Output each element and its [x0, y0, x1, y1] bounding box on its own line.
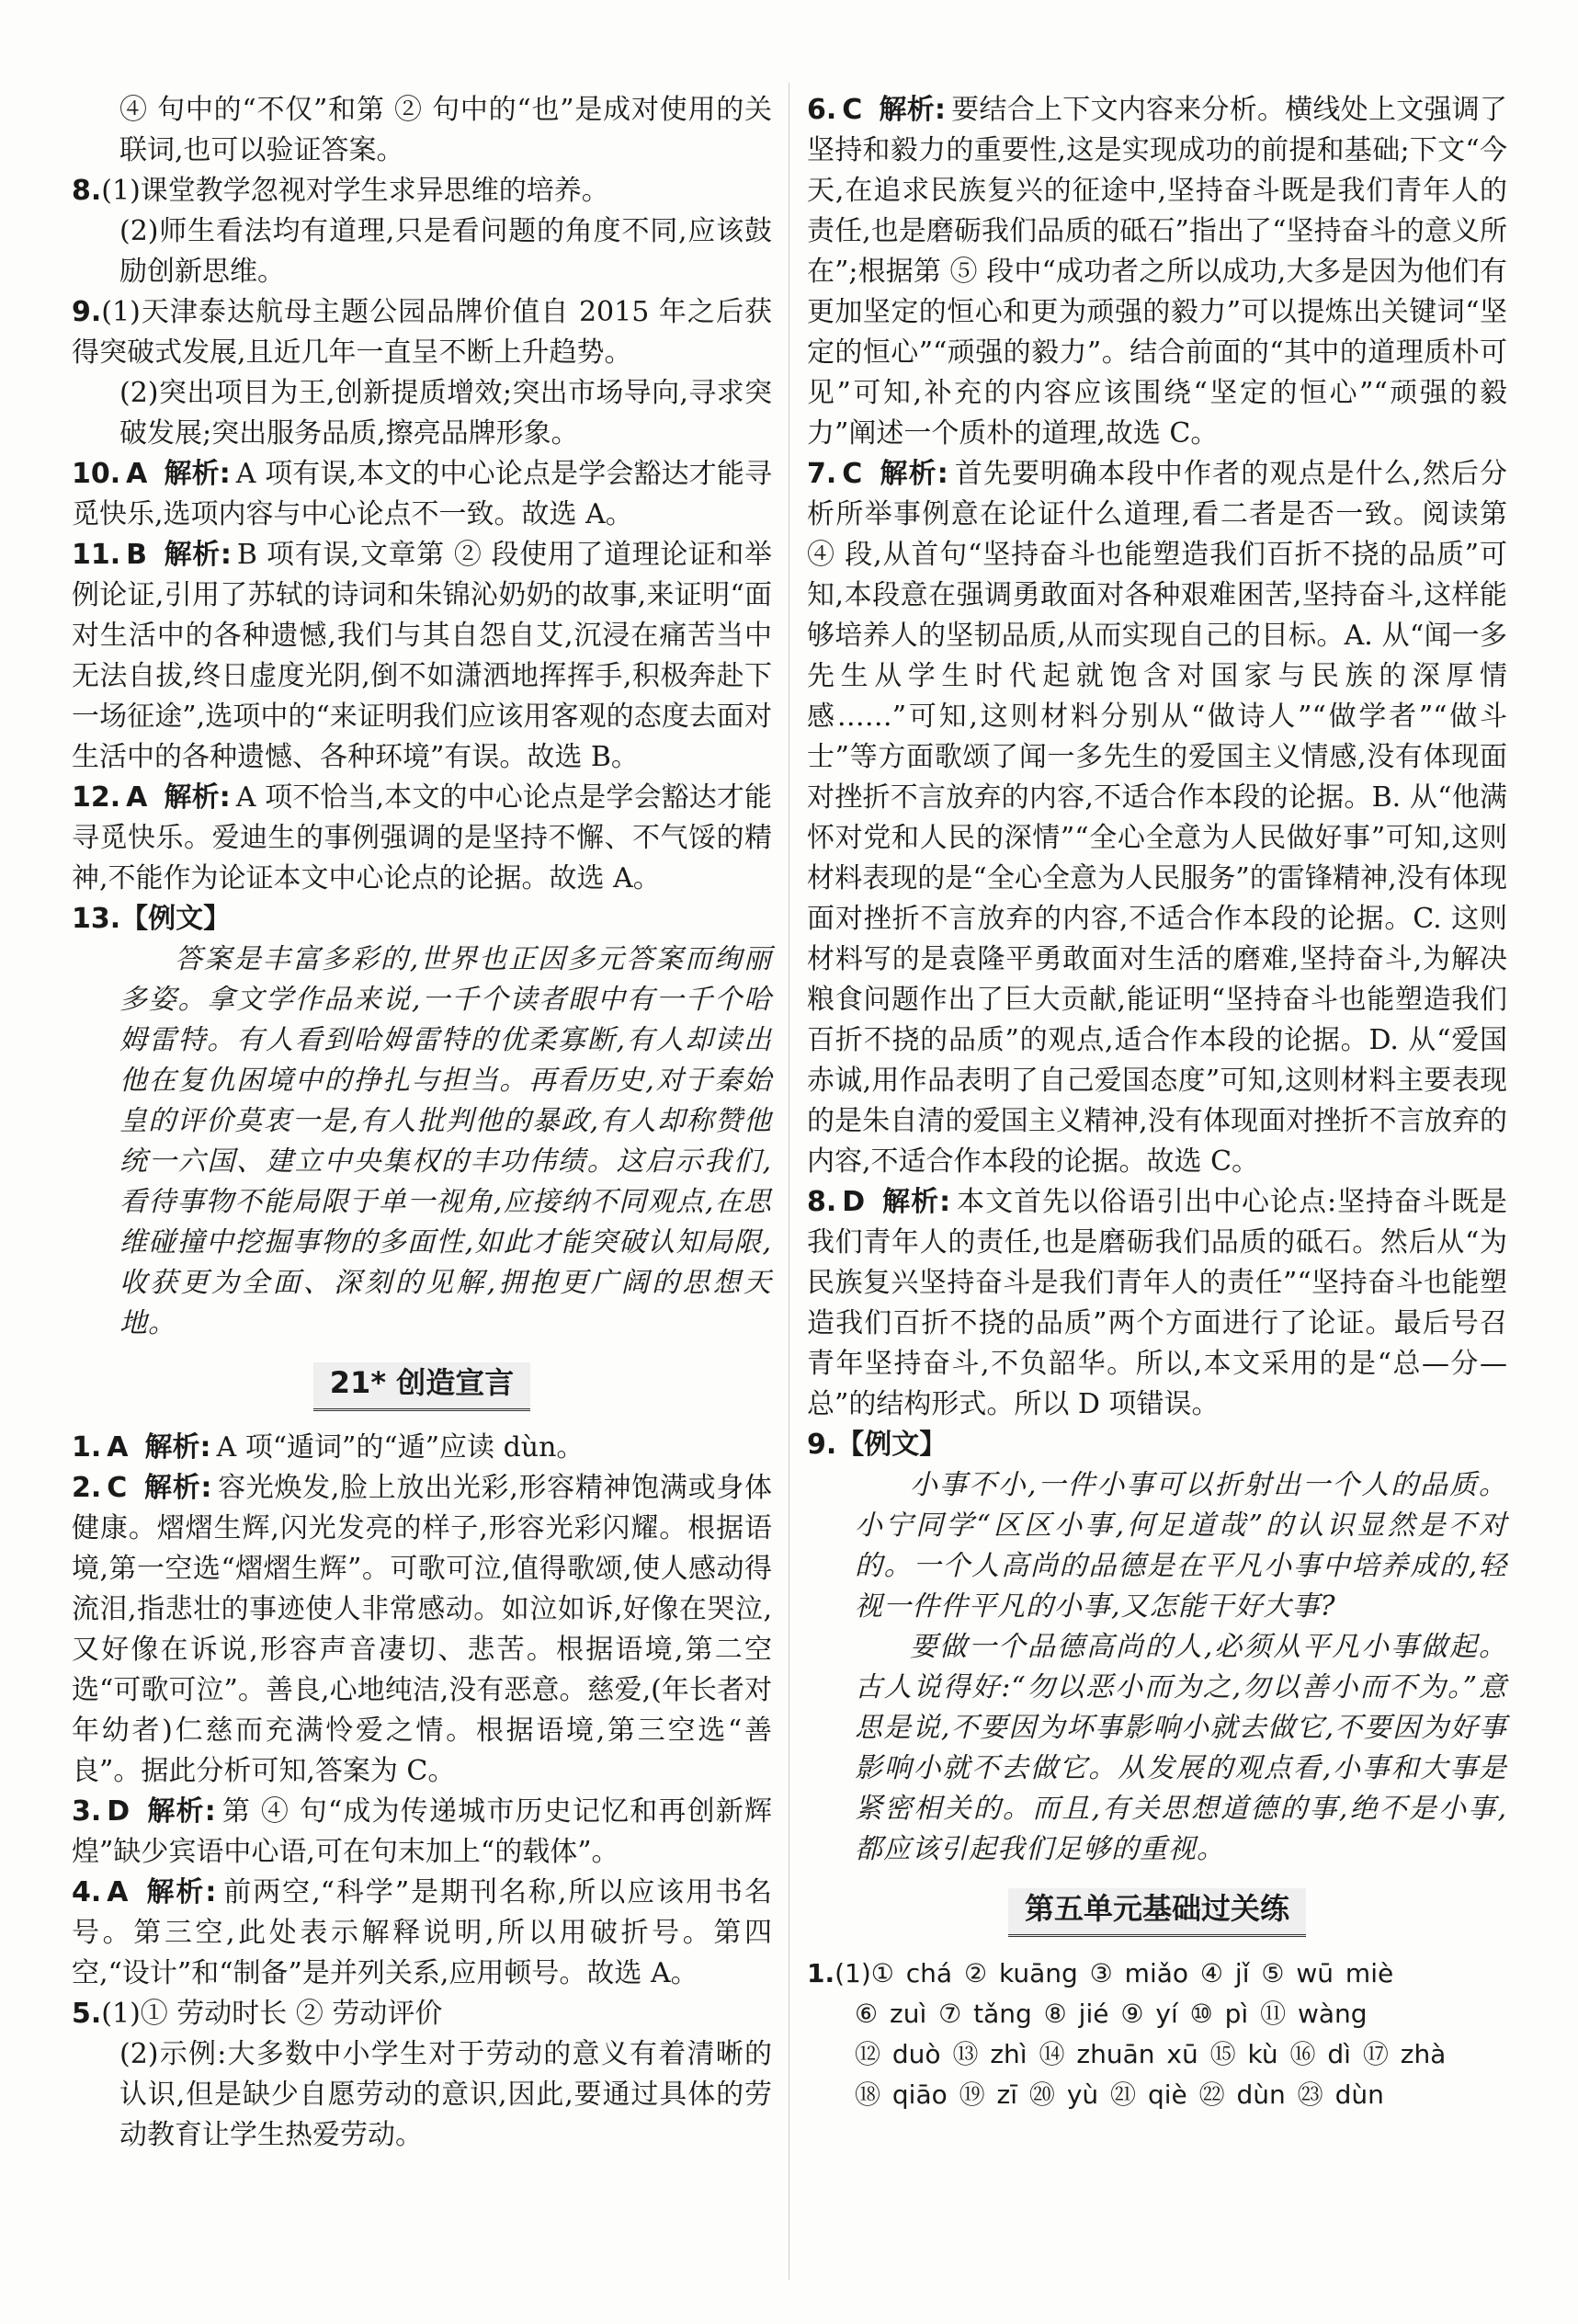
answer-choice: A [107, 1876, 129, 1908]
right-column [807, 90, 1507, 2115]
pinyin-row: ⑥ zuì ⑦ tǎng ⑧ jié ⑨ yí ⑩ pì ⑪ wàng [855, 1999, 1368, 2029]
question-12 [72, 778, 772, 899]
question-number: 1. [807, 1958, 835, 1988]
example-essay-paragraph: 小事不小,一件小事可以折射出一个人的品质。小宁同学“区区小事,何足道哉”的认识显然是不对的。一个人高尚的品德是在平凡小事中培养成的,轻视一件件平凡的小事,又怎能干好大事? [855, 1469, 1507, 1623]
answer-part: (2)示例:大多数中小学生对于劳动的意义有着清晰的认识,但是缺少自愿劳动的意识,因此,要通过具体的劳动教育让学生热爱劳动。 [119, 2038, 772, 2151]
question-number: 8. [807, 1186, 837, 1218]
answer-part: (1)① 劳动时长 ② 劳动评价 [101, 1998, 443, 2030]
answer-choice: C [842, 458, 863, 490]
analysis-text: A 项“遁词”的“遁”应读 dùn。 [216, 1431, 585, 1464]
analysis-text: 本文首先以俗语引出中心论点:坚持奋斗既是我们青年人的责任,也是磨砺我们品质的砥石。然后从“为民族复兴坚持奋斗是我们青年人的责任”“坚持奋斗也能塑造我们百折不挠的品质”两个方面进行了论证。最后号召青年坚持奋斗,不负韶华。所以,本文采用的是“总—分—总”的结构形式。所以 D 项错误。 [807, 1186, 1508, 1420]
example-essay: 答案是丰富多彩的,世界也正因多元答案而绚丽多姿。拿文学作品来说,一千个读者眼中有一千个哈姆雷特。有人看到哈姆雷特的优柔寡断,有人却读出他在复仇困境中的挣扎与担当。再看历史,对于秦始皇的评价莫衷一是,有人批判他的暴政,有人却称赞他统一六国、建立中央集权的丰功伟绩。这启示我们,看待事物不能局限于单一视角,应接纳不同观点,在思维碰撞中挖掘事物的多面性,如此才能突破认知局限,收获更为全面、深刻的见解,拥抱更广阔的思想天地。 [119, 943, 772, 1339]
analysis-label: 解析: [879, 458, 948, 490]
question-number: 2. [72, 1472, 102, 1504]
analysis-text: B 项有误,文章第 ② 段使用了道理论证和举例论证,引用了苏轼的诗词和朱锦沁奶奶的故事,来证明“面对生活中的各种遗憾,我们与其自怨自艾,沉浸在痛苦当中无法自拔,终日虚度光阴,倒不如潇洒地挥挥手,积极奔赴下一场征途”,选项中的“来证明我们应该用客观的态度去面对生活中的各种遗憾、各种环境”有误。故选 B。 [72, 539, 772, 773]
section-title: 21* 创造宣言 [313, 1362, 530, 1411]
answer-choice: D [107, 1795, 131, 1828]
question-8-right [807, 1182, 1507, 1425]
answer-part: (2)突出项目为王,创新提质增效;突出市场导向,寻求突破发展;突出服务品质,擦亮品牌形象。 [119, 377, 772, 450]
question-number: 10. [72, 458, 121, 490]
example-label: 【例文】 [836, 1429, 948, 1461]
question-number: 9. [807, 1429, 837, 1461]
analysis-text: 容光焕发,脸上放出光彩,形容精神饱满或身体健康。熠熠生辉,闪光发亮的样子,形容光彩闪耀。根据语境,第一空选“熠熠生辉”。可歌可泣,值得歌颂,使人感动得流泪,指悲壮的事迹使人非常感动。如泣如诉,好像在哭泣,又好像在诉说,形容声音凄切、悲苦。根据语境,第二空选“可歌可泣”。善良,心地纯洁,没有恶意。慈爱,(年长者对年幼者)仁慈而充满怜爱之情。根据语境,第三空选“善良”。据此分析可知,答案为 C。 [72, 1472, 772, 1787]
lesson21-question-5 [72, 1994, 772, 2156]
pinyin-row: ⑱ qiāo ⑲ zī ⑳ yù ㉑ qiè ㉒ dùn ㉓ dùn [855, 2079, 1384, 2110]
analysis-label: 解析: [146, 1795, 216, 1828]
analysis-text: A 项有误,本文的中心论点是学会豁达才能寻觅快乐,选项内容与中心论点不一致。故选 A。 [72, 458, 772, 530]
question-number: 1. [72, 1431, 102, 1464]
analysis-text: 前两空,“科学”是期刊名称,所以应该用书名号。第三空,此处表示解释说明,所以用破折号。第四空,“设计”和“制备”是并列关系,应用顿号。故选 A。 [72, 1876, 773, 1989]
section-heading [807, 1888, 1507, 1937]
question-number: 3. [72, 1795, 102, 1828]
lesson21-question-1 [72, 1428, 772, 1468]
analysis-text: 第 ④ 句“成为传递城市历史记忆和再创新辉煌”缺少宾语中心语,可在句末加上“的载体”。 [72, 1795, 772, 1868]
question-number: 4. [72, 1876, 102, 1908]
left-column [72, 90, 772, 2156]
question-8 [72, 171, 772, 292]
lesson21-question-2 [72, 1468, 772, 1792]
analysis-label: 解析: [164, 539, 232, 571]
unit5-question-1 [807, 1954, 1507, 2115]
analysis-label: 解析: [144, 1431, 211, 1464]
lesson21-question-4 [72, 1873, 772, 1994]
question-13 [72, 899, 772, 1344]
answer-choice: B [126, 539, 148, 571]
pinyin-row: (1)① chá ② kuāng ③ miǎo ④ jǐ ⑤ wū miè [834, 1958, 1394, 1988]
question-number: 13. [72, 903, 121, 935]
analysis-label: 解析: [881, 1186, 951, 1218]
answer-part: (1)天津泰达航母主题公园品牌价值自 2015 年之后获得突破式发展,且近几年一直呈不断上升趋势。 [72, 296, 772, 369]
question-11 [72, 535, 772, 778]
question-10 [72, 454, 772, 535]
answer-choice: C [107, 1472, 128, 1504]
answer-part: (2)师生看法均有道理,只是看问题的角度不同,应该鼓励创新思维。 [119, 215, 772, 288]
lesson21-question-3 [72, 1792, 772, 1873]
analysis-label: 解析: [144, 1876, 217, 1908]
pinyin-row: ⑫ duò ⑬ zhì ⑭ zhuān xū ⑮ kù ⑯ dì ⑰ zhà [855, 2039, 1447, 2069]
answer-choice: A [107, 1431, 129, 1464]
question-number: 12. [72, 781, 121, 814]
analysis-text: 首先要明确本段中作者的观点是什么,然后分析所举事例意在论证什么道理,看二者是否一致。阅读第 ④ 段,从首句“坚持奋斗也能塑造我们百折不挠的品质”可知,本段意在强调勇敢面对各种艰难困苦,坚持奋斗,这样能够培养人的坚韧品质,从而实现自己的目标。A. 从“闻一多先生从学生时代起就饱含对国家与民族的深厚情感……”可知,这则材料分别从“做诗人”“做学者”“做斗士”等方面歌颂了闻一多先生的爱国主义情感,没有体现面对挫折不言放弃的内容,不适合作本段的论据。B. 从“他满怀对党和人民的深情”“全心全意为人民做好事”可知,这则材料表现的是“全心全意为人民服务”的雷锋精神,没有体现面对挫折不言放弃的内容,不适合作本段的论据。C. 这则材料写的是袁隆平勇敢面对生活的磨难,坚持奋斗,为解决粮食问题作出了巨大贡献,能证明“坚持奋斗也能塑造我们百折不挠的品质”的观点,适合作本段的论据。D. 从“爱国赤诚,用作品表明了自己爱国态度”可知,这则材料主要表现的是朱自清的爱国主义精神,没有体现面对挫折不言放弃的内容,不适合作本段的论据。故选 C。 [807, 458, 1508, 1178]
answer-choice: C [842, 94, 863, 126]
question-number: 11. [72, 539, 121, 571]
example-label: 【例文】 [120, 903, 232, 935]
analysis-label: 解析: [879, 94, 947, 126]
question-9 [72, 292, 772, 454]
question-number: 9. [72, 296, 102, 328]
question-number: 5. [72, 1998, 102, 2030]
section-heading [72, 1362, 772, 1411]
analysis-label: 解析: [143, 1472, 212, 1504]
question-9-right [807, 1425, 1507, 1870]
question-7 [807, 454, 1507, 1182]
section-title: 第五单元基础过关练 [1008, 1888, 1306, 1937]
analysis-label: 解析: [164, 458, 231, 490]
question-number: 6. [807, 94, 837, 126]
answer-choice: A [126, 781, 148, 814]
question-6 [807, 90, 1507, 454]
answer-choice: D [842, 1186, 866, 1218]
answer-part: (1)课堂教学忽视对学生求异思维的培养。 [101, 175, 609, 207]
analysis-text: 要结合上下文内容来分析。横线处上文强调了坚持和毅力的重要性,这是实现成功的前提和基础;下文“今天,在追求民族复兴的征途中,坚持奋斗既是我们青年人的责任,也是磨砺我们品质的砥石”指出了“坚持奋斗的意义所在”;根据第 ⑤ 段中“成功者之所以成功,大多是因为他们有更加坚定的恒心和更为顽强的毅力”可以提炼出关键词“坚定的恒心”“顽强的毅力”。结合前面的“其中的道理质朴可见”可知,补充的内容应该围绕“坚定的恒心”“顽强的毅力”阐述一个质朴的道理,故选 C。 [807, 94, 1508, 450]
question-number: 8. [72, 175, 102, 207]
answer-choice: A [126, 458, 148, 490]
question-number: 7. [807, 458, 837, 490]
example-essay-paragraph: 要做一个品德高尚的人,必须从平凡小事做起。古人说得好:“勿以恶小而为之,勿以善小而不为。”意思是说,不要因为坏事影响小就去做它,不要因为好事影响小就不去做它。从发展的观点看,小事和大事是紧密相关的。而且,有关思想道德的事,绝不是小事,都应该引起我们足够的重视。 [855, 1631, 1507, 1865]
continuation-paragraph: ④ 句中的“不仅”和第 ② 句中的“也”是成对使用的关联词,也可以验证答案。 [119, 94, 772, 166]
analysis-label: 解析: [164, 781, 231, 814]
analysis-text: A 项不恰当,本文的中心论点是学会豁达才能寻觅快乐。爱迪生的事例强调的是坚持不懈、不气馁的精神,不能作为论证本文中心论点的论据。故选 A。 [72, 781, 772, 894]
